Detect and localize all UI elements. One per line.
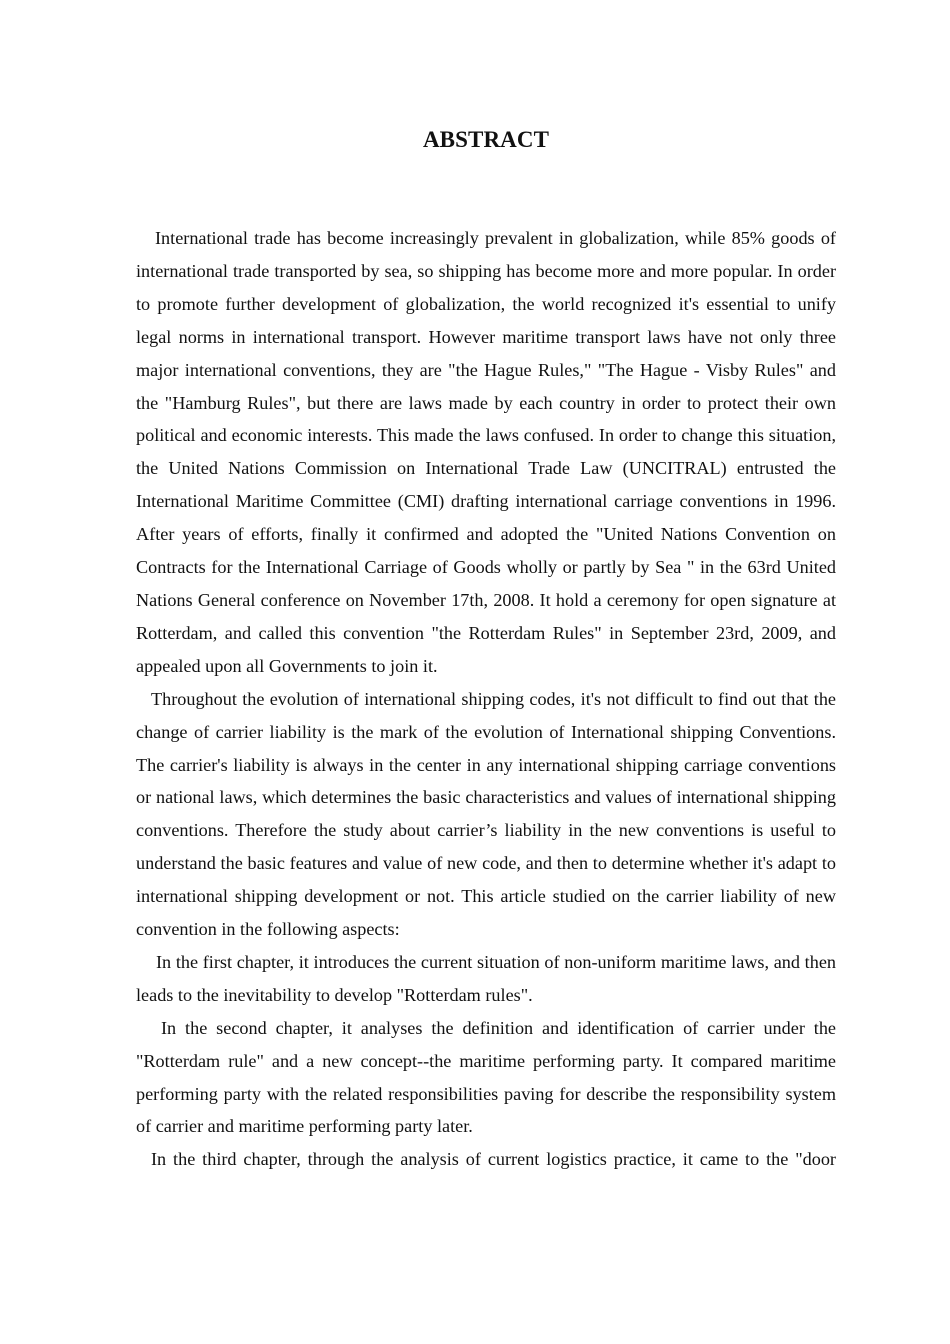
- abstract-paragraph-4: In the second chapter, it analyses the definition and identification of carrier under the "Rotterdam rule" and a new concept--the maritime performing party. It compared maritime performing party with the related responsibilities paving for describe the responsibility system of carrier and maritime performing party later.: [136, 1017, 836, 1137]
- abstract-paragraph-1: International trade has become increasingly prevalent in globalization, while 85% goods of international trade transported by sea, so shipping has become more and more popular. In order to promote further development of globalization, the world recognized it's essential to unify legal norms in international transport. However maritime transport laws have not only three major international conventions, they are "the Hague Rules," "The Hague - Visby Rules" and the "Hamburg Rules", but there are laws made by each country in order to protect their own political and economic interests. This made the laws confused. In order to change this situation, the United Nations Commission on International Trade Law (UNCITRAL) entrusted the International Maritime Committee (CMI) drafting international carriage conventions in 1996. After years of efforts, finally it confirmed and adopted the "United Nations Convention on Contracts for the International Carriage of Goods wholly or partly by Sea " in the 63rd United Nations General conference on November 17th, 2008. It hold a ceremony for open signature at Rotterdam, and called this convention "the Rotterdam Rules" in September 23rd, 2009, and appealed upon all Governments to join it.: [136, 228, 836, 676]
- abstract-body: [136, 222, 836, 1176]
- abstract-paragraph-2: Throughout the evolution of international shipping codes, it's not difficult to find out that the change of carrier liability is the mark of the evolution of International shipping Conventions. The carrier's liability is always in the center in any international shipping carriage conventions or national laws, which determines the basic characteristics and values of international shipping conventions. Therefore the study about carrier’s liability in the new conventions is useful to understand the basic features and value of new code, and then to determine whether it's adapt to international shipping development or not. This article studied on the carrier liability of new convention in the following aspects:: [136, 688, 836, 940]
- abstract-paragraph-3: In the first chapter, it introduces the current situation of non-uniform maritime laws, and then leads to the inevitability to develop "Rotterdam rules".: [136, 951, 836, 1005]
- page-title: ABSTRACT: [422, 127, 550, 152]
- abstract-paragraph-5: In the third chapter, through the analysis of current logistics practice, it came to the "door: [151, 1149, 836, 1170]
